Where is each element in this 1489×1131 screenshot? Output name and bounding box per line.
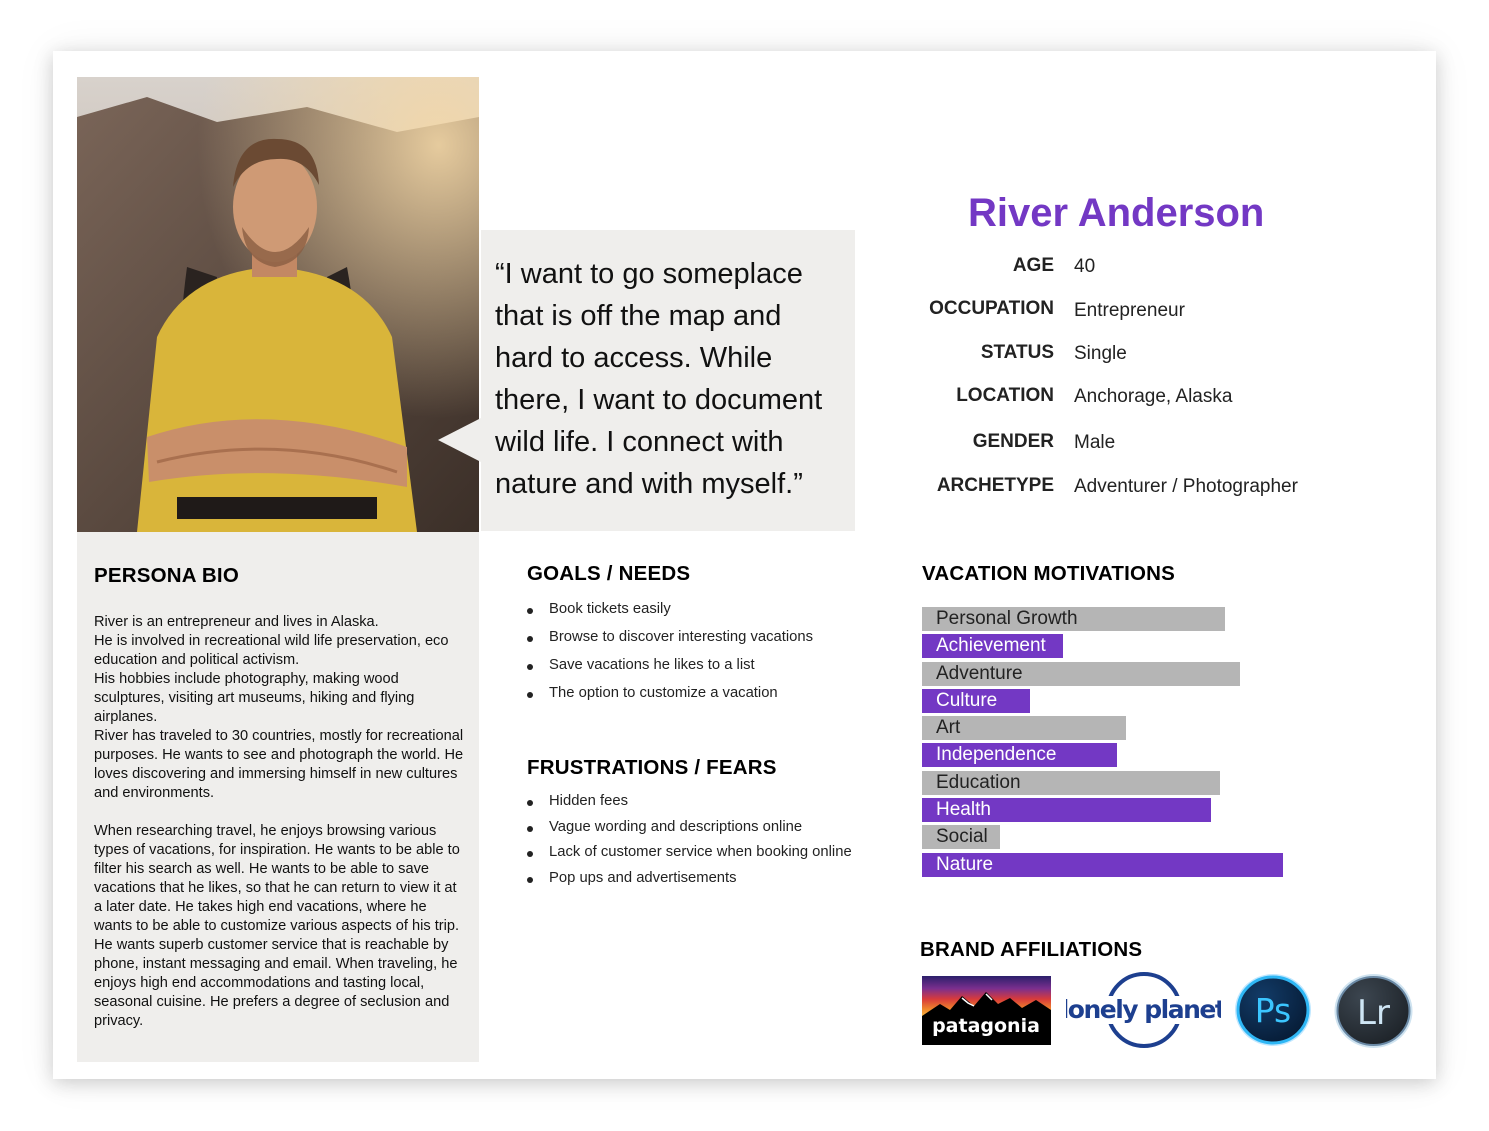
list-item: Book tickets easily bbox=[527, 601, 813, 629]
motivation-row bbox=[922, 662, 1342, 686]
frustrations-list bbox=[527, 793, 852, 896]
motivation-row bbox=[922, 853, 1342, 877]
fact-label-gender: GENDER bbox=[972, 431, 1054, 452]
fact-value-gender: Male bbox=[1074, 432, 1116, 453]
persona-name: River Anderson bbox=[968, 191, 1265, 235]
motivation-label: Education bbox=[936, 771, 1021, 793]
motivation-row bbox=[922, 716, 1342, 740]
goals-list bbox=[527, 601, 813, 713]
motivation-label: Art bbox=[936, 717, 961, 739]
motivation-row bbox=[922, 689, 1342, 713]
fact-value-archetype: Adventurer / Photographer bbox=[1074, 476, 1298, 497]
motivation-label: Nature bbox=[936, 853, 994, 875]
quote-bubble-tail bbox=[438, 418, 481, 462]
fact-label-archetype: ARCHETYPE bbox=[936, 475, 1054, 496]
list-item: Save vacations he likes to a list bbox=[527, 657, 813, 685]
motivation-row bbox=[922, 771, 1342, 795]
motivation-label: Personal Growth bbox=[936, 608, 1078, 629]
list-item: Pop ups and advertisements bbox=[527, 870, 852, 896]
list-item: Browse to discover interesting vacations bbox=[527, 629, 813, 657]
list-item: Lack of customer service when booking online bbox=[527, 844, 852, 870]
motivation-label: Social bbox=[936, 826, 988, 848]
motivation-row bbox=[922, 743, 1342, 767]
list-item: The option to customize a vacation bbox=[527, 685, 813, 713]
persona-quote: “I want to go someplace that is off the map and hard to access. While there, I want to document wild life. I connect with nature and with myself.” bbox=[495, 258, 823, 500]
goals-title: GOALS / NEEDS bbox=[527, 562, 691, 585]
photoshop-logo bbox=[1233, 973, 1313, 1047]
svg-text:Ps: Ps bbox=[1254, 991, 1292, 1030]
persona-photo bbox=[77, 77, 479, 532]
fact-label-location: LOCATION bbox=[956, 385, 1054, 406]
fact-label-status: STATUS bbox=[980, 342, 1054, 363]
fact-value-age: 40 bbox=[1074, 256, 1096, 277]
motivation-label: Culture bbox=[936, 689, 998, 711]
svg-text:patagonia: patagonia bbox=[932, 1015, 1040, 1037]
svg-text:lonely planet: lonely planet bbox=[1066, 995, 1221, 1024]
motivations-title: VACATION MOTIVATIONS bbox=[922, 562, 1176, 585]
list-item: Vague wording and descriptions online bbox=[527, 819, 852, 845]
motivation-row bbox=[922, 798, 1342, 822]
bio-text: River is an entrepreneur and lives in Alaska. He is involved in recreational wild life preservation, eco education and political activism. His hobbies include photography, making wood sculptures, visiting art museums, hiking and flying airplanes. River has traveled to 30 countries, mostly for recreational purposes. He wants to see and photograph the world. He loves discovering and immersing himself in new cultures and environments. When researching travel, he enjoys browsing various types of vacations, for inspiration. He wants to be able to filter his search as well. He wants to be able to save vacations that he likes, so that he can return to view it at a later date. He takes high end vacations, where he wants to be able to customize various aspects of his trip. He wants superb customer service that is reachable by phone, instant messaging and email. When traveling, he enjoys high end accommodations and tasting local, seasonal cuisine. He prefers a degree of seclusion and privacy. bbox=[94, 614, 464, 1029]
motivation-row bbox=[922, 607, 1342, 631]
fact-value-status: Single bbox=[1074, 343, 1127, 364]
motivation-label: Independence bbox=[936, 744, 1057, 766]
motivation-label: Achievement bbox=[936, 635, 1046, 657]
fact-label-occupation: OCCUPATION bbox=[929, 298, 1054, 319]
bio-title: PERSONA BIO bbox=[94, 564, 239, 587]
patagonia-logo bbox=[922, 976, 1051, 1045]
svg-text:Lr: Lr bbox=[1357, 993, 1390, 1033]
motivation-row bbox=[922, 634, 1342, 658]
motivation-label: Adventure bbox=[936, 662, 1023, 684]
motivation-row bbox=[922, 825, 1342, 849]
frustrations-title: FRUSTRATIONS / FEARS bbox=[527, 756, 777, 779]
brands-title: BRAND AFFILIATIONS bbox=[920, 938, 1143, 961]
lonely-planet-logo bbox=[1066, 970, 1221, 1050]
fact-value-location: Anchorage, Alaska bbox=[1074, 386, 1233, 407]
motivation-label: Health bbox=[936, 799, 991, 821]
lightroom-logo bbox=[1333, 973, 1414, 1049]
fact-value-occupation: Entrepreneur bbox=[1074, 300, 1185, 321]
fact-label-age: AGE bbox=[1012, 255, 1054, 276]
motivations-chart bbox=[922, 607, 1342, 880]
list-item: Hidden fees bbox=[527, 793, 852, 819]
